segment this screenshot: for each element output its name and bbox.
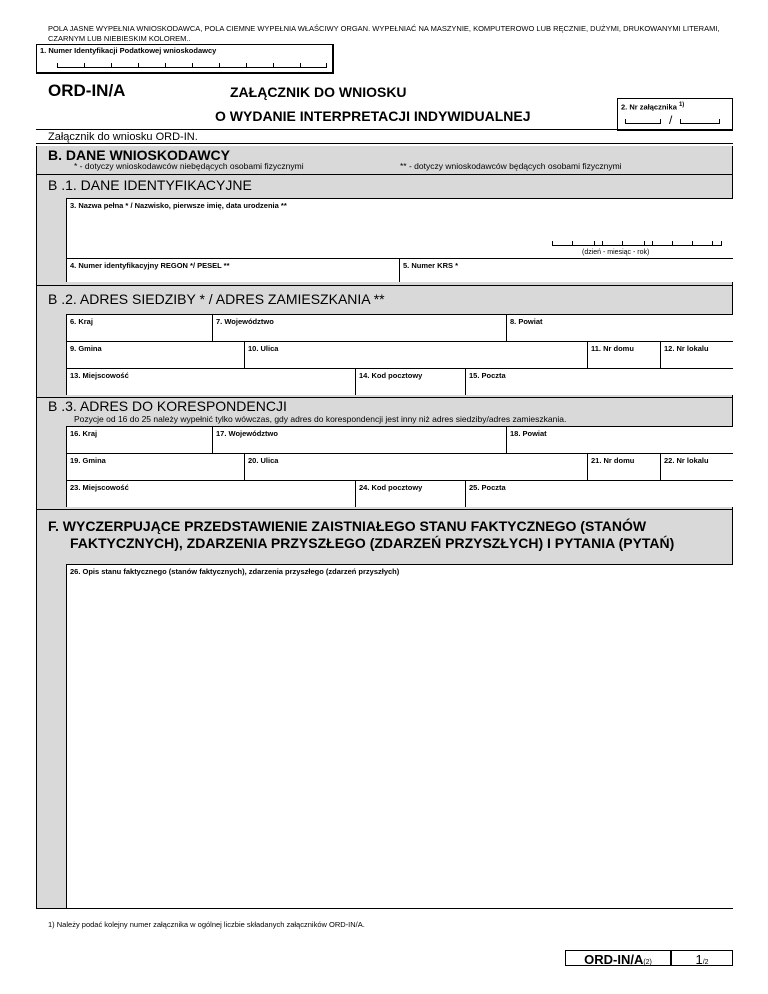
divider (36, 509, 733, 510)
divider (36, 143, 733, 144)
house-number-field[interactable] (587, 341, 660, 368)
attachment-number-field[interactable] (617, 98, 733, 131)
divider (36, 174, 733, 175)
footer-code: ORD-IN/A (584, 952, 644, 967)
form-code: ORD-IN/A (48, 81, 126, 100)
attachment-number-label: 2. Nr załącznika (621, 102, 677, 112)
voivodeship-label: 7. Województwo (216, 317, 274, 326)
divider (36, 908, 733, 909)
commune-field[interactable] (66, 341, 244, 368)
postal-code-field[interactable] (355, 368, 465, 395)
corr-commune-label: 19. Gmina (70, 456, 106, 465)
commune-label: 9. Gmina (70, 344, 102, 353)
corr-post-office-field[interactable] (465, 480, 733, 507)
corr-voivodeship-field[interactable] (212, 426, 506, 453)
section-b2-title: B .2. ADRES SIEDZIBY * / ADRES ZAMIESZKANIA ** (48, 291, 385, 307)
country-label: 6. Kraj (70, 317, 93, 326)
title-line-2: O WYDANIE INTERPRETACJI INDYWIDUALNEJ (215, 108, 531, 124)
footer-pages-total: /2 (702, 959, 709, 966)
attachment-number-footnote-ref: 1) (678, 102, 685, 108)
title-line-1: ZAŁĄCZNIK DO WNIOSKU (230, 84, 407, 100)
section-b-note-right: ** - dotyczy wnioskodawców będących osobami fizycznymi (400, 161, 622, 171)
street-field[interactable] (244, 341, 587, 368)
facts-description-label: 26. Opis stanu faktycznego (stanów faktycznych), zdarzenia przyszłego (zdarzeń przyszłych) (70, 567, 400, 576)
section-b-title: B. DANE WNIOSKODAWCY (48, 147, 230, 163)
country-field[interactable] (66, 314, 212, 341)
divider (36, 285, 733, 286)
section-b3-title: B .3. ADRES DO KORESPONDENCJI (48, 398, 287, 414)
footer-version: (2) (643, 959, 652, 966)
street-label: 10. Ulica (248, 344, 279, 353)
corr-postal-code-field[interactable] (355, 480, 465, 507)
footer-page: 1 (695, 952, 703, 967)
regon-pesel-label: 4. Numer identyfikacyjny REGON */ PESEL ** (70, 261, 230, 270)
postal-code-label: 14. Kod pocztowy (359, 371, 423, 380)
birth-date-ticks (552, 239, 722, 246)
locality-field[interactable] (66, 368, 355, 395)
regon-pesel-field[interactable] (66, 258, 399, 282)
apartment-number-field[interactable] (660, 341, 733, 368)
locality-label: 13. Miejscowość (70, 371, 129, 380)
post-office-label: 15. Poczta (469, 371, 506, 380)
krs-field[interactable] (399, 258, 733, 282)
footer-page-number (671, 950, 733, 966)
voivodeship-field[interactable] (212, 314, 506, 341)
full-name-field[interactable] (66, 198, 733, 258)
corr-country-label: 16. Kraj (70, 429, 98, 438)
attachment-total-ticks (680, 117, 720, 124)
corr-locality-field[interactable] (66, 480, 355, 507)
date-format-hint: (dzień - miesiąc - rok) (582, 249, 650, 256)
corr-postal-code-label: 24. Kod pocztowy (359, 483, 423, 492)
facts-description-field[interactable] (66, 564, 733, 908)
krs-label: 5. Numer KRS * (403, 261, 459, 270)
county-label: 8. Powiat (510, 317, 543, 326)
corr-voivodeship-label: 17. Województwo (216, 429, 278, 438)
section-f-title-line-1: F. WYCZERPUJĄCE PRZEDSTAWIENIE ZAISTNIAŁEGO STANU FAKTYCZNEGO (STANÓW (48, 518, 647, 534)
attachment-number-slash: / (669, 113, 673, 127)
footnote (48, 920, 365, 929)
post-office-field[interactable] (465, 368, 733, 395)
corr-country-field[interactable] (66, 426, 212, 453)
section-b1-title: B .1. DANE IDENTYFIKACYJNE (48, 177, 252, 193)
divider (36, 129, 733, 130)
corr-commune-field[interactable] (66, 453, 244, 480)
corr-county-label: 18. Powiat (510, 429, 547, 438)
nip-digit-ticks (57, 61, 327, 68)
nip-field[interactable] (36, 44, 334, 74)
county-field[interactable] (506, 314, 733, 341)
corr-house-number-field[interactable] (587, 453, 660, 480)
footer-form-code (565, 950, 671, 966)
attachment-reference: Załącznik do wniosku ORD-IN. (48, 131, 198, 143)
section-b3-note: Pozycje od 16 do 25 należy wypełnić tylko wówczas, gdy adres do korespondencji jest inny niż adres siedziby/adres zamieszkania. (74, 414, 567, 424)
attachment-number-ticks (625, 117, 661, 124)
apartment-number-label: 12. Nr lokalu (664, 344, 709, 353)
corr-apartment-number-field[interactable] (660, 453, 733, 480)
footnote-marker: 1) (48, 920, 55, 929)
nip-label: 1. Numer Identyfikacji Podatkowej wnioskodawcy (40, 46, 217, 55)
section-f-title-line-2: FAKTYCZNYCH), ZDARZENIA PRZYSZŁEGO (ZDARZEŃ PRZYSZŁYCH) I PYTANIA (PYTAŃ) (70, 535, 675, 551)
corr-street-field[interactable] (244, 453, 587, 480)
section-b-note-left: * - dotyczy wnioskodawców niebędących osobami fizycznymi (74, 161, 304, 171)
footnote-text: Należy podać kolejny numer załącznika w ogólnej liczbie składanych załączników ORD-IN/A. (56, 920, 365, 929)
full-name-label: 3. Nazwa pełna * / Nazwisko, pierwsze imię, data urodzenia ** (70, 201, 287, 210)
house-number-label: 11. Nr domu (591, 344, 634, 353)
corr-street-label: 20. Ulica (248, 456, 279, 465)
corr-post-office-label: 25. Poczta (469, 483, 506, 492)
corr-locality-label: 23. Miejscowość (70, 483, 129, 492)
corr-county-field[interactable] (506, 426, 733, 453)
corr-apartment-number-label: 22. Nr lokalu (664, 456, 709, 465)
header-instructions: POLA JASNE WYPEŁNIA WNIOSKODAWCA, POLA CIEMNE WYPEŁNIA WŁAŚCIWY ORGAN. WYPEŁNIAĆ NA MASZYNIE, KOMPUTEROWO LUB RĘCZNIE, DUŻYMI, DRUKOWANYMI LITERAMI, CZARNYM LUB NIEBIESKIM KOLOREM.. (48, 24, 720, 43)
corr-house-number-label: 21. Nr domu (591, 456, 635, 465)
